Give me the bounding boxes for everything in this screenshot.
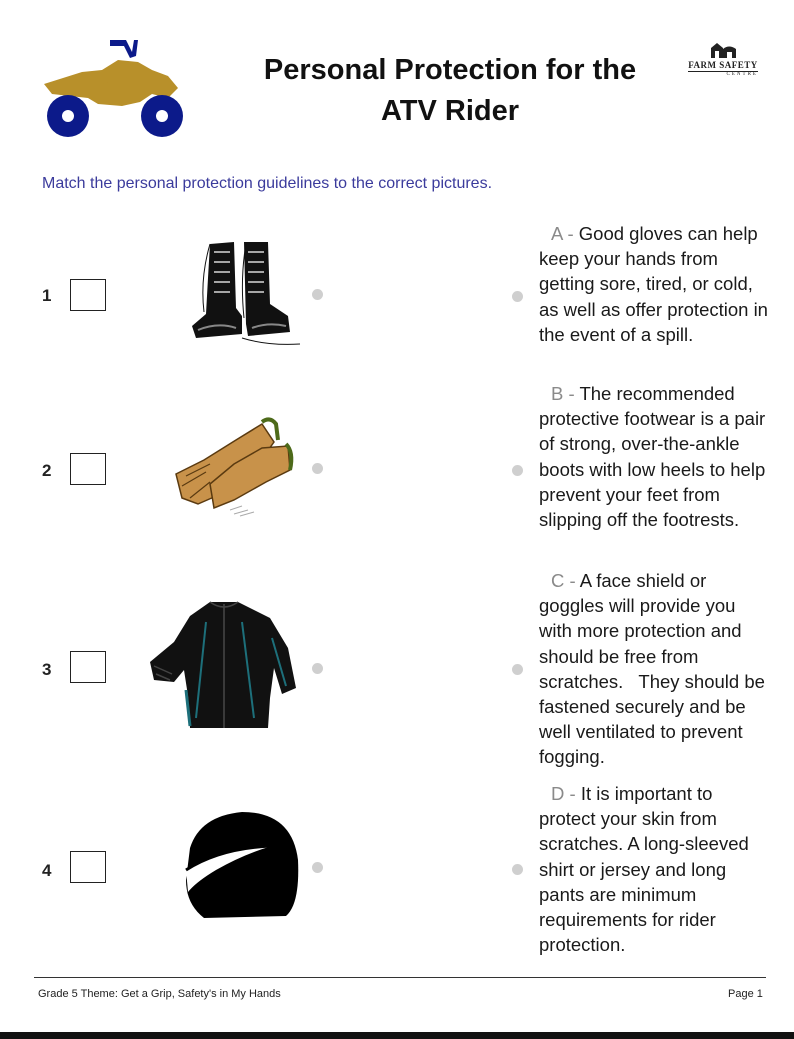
helmet-icon (180, 808, 304, 920)
atv-icon (40, 36, 190, 141)
answer-box-3[interactable] (70, 651, 106, 683)
title-line-2: ATV Rider (380, 95, 520, 127)
description-letter-d: D - (551, 783, 581, 804)
jacket-icon (146, 598, 302, 734)
description-text-a: Good gloves can help keep your hands from getting sore, tired, or cold, as well as offer protection in the event of a spill. (539, 223, 768, 345)
item-number-1: 1 (42, 286, 52, 305)
description-dot-a[interactable] (512, 291, 523, 302)
description-dot-b[interactable] (512, 465, 523, 476)
description-d (539, 781, 769, 957)
footer-theme: Grade 5 Theme: Get a Grip, Safety's in My Hands (38, 988, 281, 1000)
answer-box-4[interactable] (70, 851, 106, 883)
item-number-2: 2 (42, 461, 52, 480)
description-text-d: It is important to protect your skin from scratches. A long-sleeved shirt or jersey and long pants are minimum requirements for rider protection. (539, 783, 749, 956)
logo-subtext: CENTRE (726, 72, 758, 77)
instructions: Match the personal protection guidelines to the correct pictures. (42, 175, 493, 192)
description-text-b: The recommended protective footwear is a pair of strong, over-the-ankle boots with low heels to help prevent your feet from slipping off the footrests. (539, 383, 766, 531)
description-a (539, 221, 769, 347)
logo-text: FARM SAFETY (688, 60, 758, 70)
answer-box-2[interactable] (70, 453, 106, 485)
title-line-1: Personal Protection for the (263, 54, 637, 86)
farm-safety-logo (684, 42, 762, 77)
item-number-4: 4 (42, 861, 52, 880)
boots-icon (188, 238, 308, 350)
description-letter-c: C - (551, 570, 580, 591)
gloves-icon (170, 412, 300, 520)
description-dot-d[interactable] (512, 864, 523, 875)
item-number-3: 3 (42, 660, 52, 679)
description-text-c: A face shield or goggles will provide you with more protection and should be free from scratches. They should be fastened securely and be well ventilated to prevent fogging. (539, 570, 771, 768)
bottom-bar (0, 1032, 794, 1039)
description-c (539, 568, 769, 770)
picture-dot-2[interactable] (312, 463, 323, 474)
description-b (539, 381, 769, 532)
picture-dot-1[interactable] (312, 289, 323, 300)
description-letter-a: A - (551, 223, 579, 244)
footer-page-number: Page 1 (728, 988, 763, 1000)
answer-box-1[interactable] (70, 279, 106, 311)
description-letter-b: B - (551, 383, 580, 404)
barn-icon (708, 42, 738, 58)
picture-dot-4[interactable] (312, 862, 323, 873)
description-dot-c[interactable] (512, 664, 523, 675)
picture-dot-3[interactable] (312, 663, 323, 674)
page-title (200, 50, 700, 132)
footer-divider (34, 977, 766, 978)
